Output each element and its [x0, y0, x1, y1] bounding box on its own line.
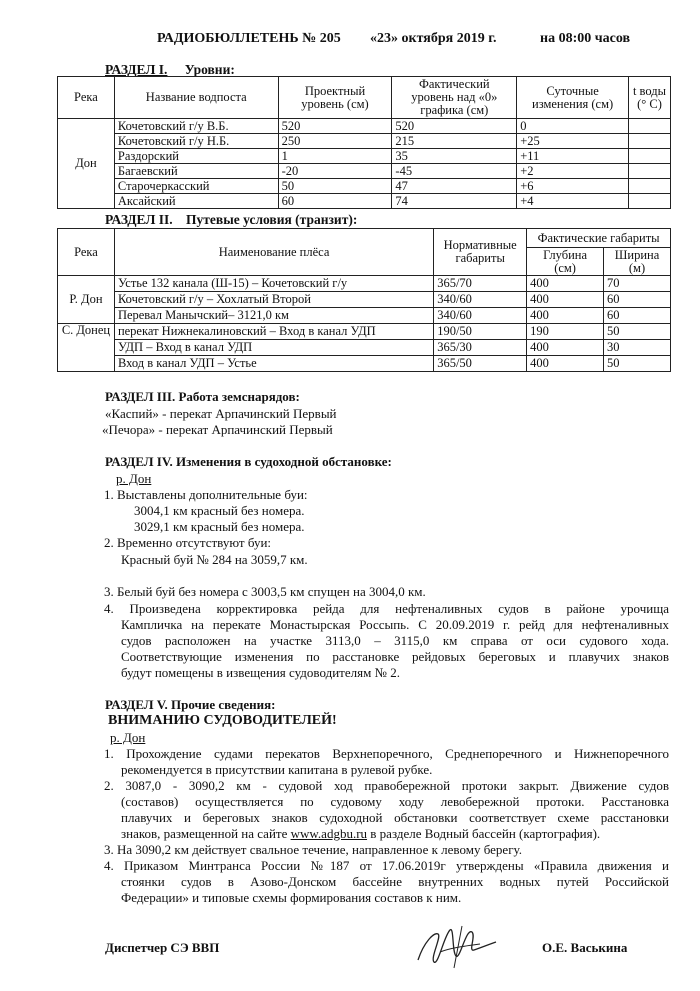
fact-level: 35 [392, 149, 517, 164]
adgbu-link[interactable]: www.adgbu.ru [290, 826, 368, 841]
fact-level: 74 [392, 194, 517, 209]
fact-level: 215 [392, 134, 517, 149]
transit-header-fact: Фактические габариты [527, 229, 671, 248]
fact-width: 60 [604, 292, 671, 308]
bulletin-title: РАДИОБЮЛЛЕТЕНЬ № 205 [157, 31, 341, 46]
section2-title [105, 212, 357, 228]
section4-item4-l3: судов расположен на участке 3113,0 – 3115,0 км справа от оси судового хода. [121, 633, 669, 648]
section4-item1-b: 3029,1 км красный без номера. [134, 519, 305, 534]
section3-title: РАЗДЕЛ III. Работа земснарядов: [105, 389, 300, 404]
attention-heading: ВНИМАНИЮ СУДОВОДИТЕЛЕЙ! [108, 713, 337, 728]
section4-item2-a: Красный буй № 284 на 3059,7 км. [121, 552, 308, 567]
section1-number: РАЗДЕЛ I. [105, 62, 168, 77]
transit-header-river: Река [58, 229, 115, 276]
fact-level: 520 [392, 119, 517, 134]
section4-item2: 2. Временно отсутствуют буи: [104, 535, 272, 550]
transit-header-norm: Нормативные габариты [434, 229, 527, 276]
reach-name: Вход в канал УДП – Устье [114, 356, 433, 372]
levels-header-row [58, 77, 671, 119]
fact-depth: 400 [527, 308, 604, 324]
fact-width: 50 [604, 324, 671, 340]
table-row [58, 149, 671, 164]
daily-change: +25 [517, 134, 629, 149]
levels-header-temp: t воды (° С) [629, 77, 671, 119]
design-level: 1 [278, 149, 392, 164]
design-level: 250 [278, 134, 392, 149]
norm-size: 340/60 [434, 292, 527, 308]
norm-size: 190/50 [434, 324, 527, 340]
reach-name: перекат Нижнекалиновский – Вход в канал УДП [114, 324, 433, 340]
transit-river-don: Р. Дон [58, 276, 115, 324]
section5-p2-l3: плавучих и береговых знаков судоходной обстановки соответствует схеме расстановки [121, 810, 669, 825]
table-row [58, 276, 671, 292]
section5-p1-l2: рекомендуется в присутствии капитана в рулевой рубке. [121, 762, 433, 777]
water-temp [629, 179, 671, 194]
post-name: Кочетовский г/у Н.Б. [114, 134, 278, 149]
bulletin-time: на 08:00 часов [540, 31, 631, 46]
section4-item4-l5: будут помещены в извещения судоводителям № 2. [121, 665, 400, 680]
levels-header-fact: Фактический уровень над «0» графика (см) [392, 77, 517, 119]
signature-image [410, 922, 500, 972]
section4-item3: 3. Белый буй без номера с 3003,5 км спущен на 3004,0 км. [104, 584, 426, 599]
levels-header-post: Название водпоста [114, 77, 278, 119]
dispatcher-position: Диспетчер СЭ ВВП [105, 940, 220, 955]
table-row [58, 119, 671, 134]
daily-change: +11 [517, 149, 629, 164]
post-name: Кочетовский г/у В.Б. [114, 119, 278, 134]
post-name: Раздорский [114, 149, 278, 164]
section4-item4-l2: Кампличка на перекате Монастырская Россыпь. С 20.09.2019 г. рейд для нефтеналивных [121, 617, 669, 632]
transit-header-reach: Наименование плёса [114, 229, 433, 276]
norm-size: 365/50 [434, 356, 527, 372]
transit-header-depth: Глубина (см) [527, 248, 604, 276]
section5-p2-l1: 2. 3087,0 - 3090,2 км - судовой ход правобережной протоки закрыт. Движение судов [104, 778, 669, 793]
transit-header-row-1 [58, 229, 671, 248]
reach-name: УДП – Вход в канал УДП [114, 340, 433, 356]
table-row [58, 179, 671, 194]
design-level: 60 [278, 194, 392, 209]
table-row [58, 324, 671, 340]
table-row [58, 308, 671, 324]
fact-depth: 190 [527, 324, 604, 340]
section5-p4-l3: Федерации» и типовые схемы формирования составов к ним. [121, 890, 462, 905]
table-row [58, 292, 671, 308]
dredger-line-1: «Каспий» - перекат Арпачинский Первый [105, 406, 337, 421]
section4-item4-l1: 4. Произведена корректировка рейда для нефтеналивных судов в районе урочища [104, 601, 669, 616]
water-temp [629, 149, 671, 164]
daily-change: 0 [517, 119, 629, 134]
table-row [58, 164, 671, 179]
fact-depth: 400 [527, 356, 604, 372]
section1-heading: Уровни: [184, 62, 235, 77]
section2-heading: Путевые условия (транзит): [186, 212, 358, 227]
design-level: -20 [278, 164, 392, 179]
norm-size: 365/30 [434, 340, 527, 356]
fact-width: 30 [604, 340, 671, 356]
post-name: Старочеркасский [114, 179, 278, 194]
fact-depth: 400 [527, 292, 604, 308]
reach-name: Перевал Манычский– 3121,0 км [114, 308, 433, 324]
fact-level: -45 [392, 164, 517, 179]
section4-item1-a: 3004,1 км красный без номера. [134, 503, 305, 518]
daily-change: +2 [517, 164, 629, 179]
norm-size: 340/60 [434, 308, 527, 324]
levels-header-daily: Суточные изменения (см) [517, 77, 629, 119]
section4-river: р. Дон [116, 471, 152, 486]
water-temp [629, 119, 671, 134]
design-level: 50 [278, 179, 392, 194]
water-temp [629, 194, 671, 209]
section4-title: РАЗДЕЛ IV. Изменения в судоходной обстановке: [105, 454, 392, 469]
fact-width: 50 [604, 356, 671, 372]
section5-p2-l2: (составов) осуществляется по судовому ходу левобережной протоки. Расстановка [121, 794, 669, 809]
section5-p4-l2: стоянки судов в Азово-Донском бассейне внутренних водных путей Российской [121, 874, 669, 889]
levels-header-river: Река [58, 77, 115, 119]
design-level: 520 [278, 119, 392, 134]
water-temp [629, 134, 671, 149]
section5-p1-l1: 1. Прохождение судами перекатов Верхнепоречного, Среднепоречного и Нижнепоречного [104, 746, 669, 761]
table-row [58, 134, 671, 149]
daily-change: +6 [517, 179, 629, 194]
levels-table [57, 76, 671, 209]
fact-level: 47 [392, 179, 517, 194]
section5-p4-l1: 4. Приказом Минтранса России №187 от 17.06.2019г утверждены «Правила движения и [104, 858, 669, 873]
transit-table [57, 228, 671, 372]
reach-name: Устье 132 канала (Ш-15) – Кочетовский г/у [114, 276, 433, 292]
fact-width: 60 [604, 308, 671, 324]
levels-header-design: Проектный уровень (см) [278, 77, 392, 119]
section5-river: р. Дон [110, 730, 146, 745]
post-name: Багаевский [114, 164, 278, 179]
fact-depth: 400 [527, 340, 604, 356]
section5-p3: 3. На 3090,2 км действует свальное течение, направленное к левому берегу. [104, 842, 522, 857]
table-row [58, 194, 671, 209]
dispatcher-name: О.Е. Васькина [542, 940, 628, 955]
table-row [58, 356, 671, 372]
fact-depth: 400 [527, 276, 604, 292]
section5-title: РАЗДЕЛ V. Прочие сведения: [105, 697, 276, 712]
reach-name: Кочетовский г/у – Хохлатый Второй [114, 292, 433, 308]
section4-item4-l4: Соответствующие изменения по расстановке рейдовых береговых и плавучих знаков [121, 649, 669, 664]
transit-header-width: Ширина (м) [604, 248, 671, 276]
transit-river-donets: С. Донец [58, 324, 115, 372]
levels-river-cell: Дон [58, 119, 115, 209]
section2-number: РАЗДЕЛ II. [105, 212, 173, 227]
bulletin-date: «23» октября 2019 г. [370, 31, 497, 46]
table-row [58, 340, 671, 356]
dredger-line-2: «Печора» - перекат Арпачинский Первый [102, 422, 333, 437]
section5-p2-l4: знаков, размещенной на сайте www.adgbu.ru в разделе Водный бассейн (картография). [121, 826, 601, 841]
post-name: Аксайский [114, 194, 278, 209]
section4-item1: 1. Выставлены дополнительные буи: [104, 487, 308, 502]
norm-size: 365/70 [434, 276, 527, 292]
water-temp [629, 164, 671, 179]
fact-width: 70 [604, 276, 671, 292]
daily-change: +4 [517, 194, 629, 209]
